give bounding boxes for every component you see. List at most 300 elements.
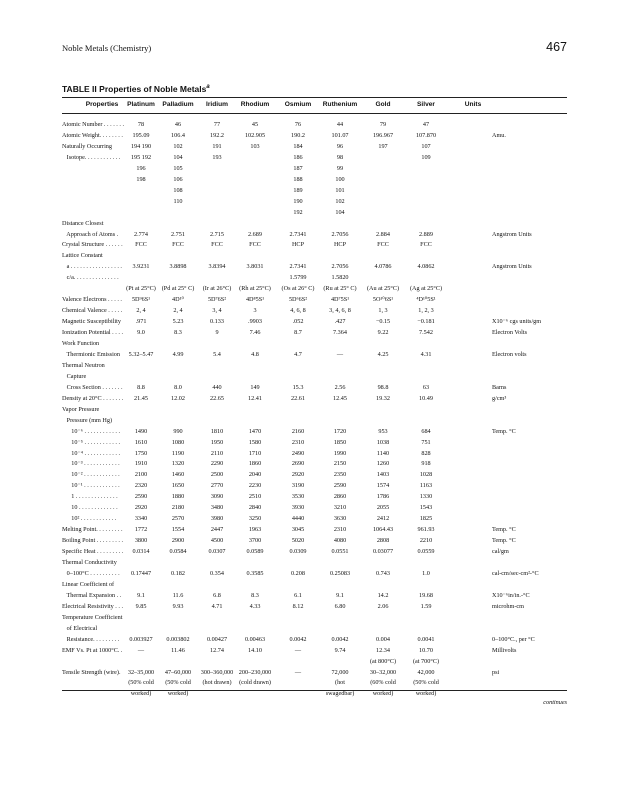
table-cell: 0.00427 bbox=[206, 635, 228, 643]
table-cell: 3930 bbox=[291, 504, 305, 512]
table-cell: 45 bbox=[251, 121, 259, 128]
table-cell: 99 bbox=[336, 164, 344, 172]
table-cell: 3, 4, 6, 8 bbox=[329, 307, 351, 315]
table-cell: swagedbar) bbox=[325, 690, 355, 698]
table-cell: 4D⁸5S¹ bbox=[245, 296, 265, 304]
table-cell: (50% cold bbox=[128, 679, 154, 687]
table-cell: 2412 bbox=[376, 515, 390, 523]
row-label: Thermal Conductivity bbox=[62, 559, 117, 566]
table-cell: HCP bbox=[333, 241, 347, 249]
table-cell: 5D⁶6S² bbox=[288, 296, 308, 304]
table-cell: 751 bbox=[421, 438, 431, 446]
table-cell: 2570 bbox=[171, 515, 185, 523]
table-cell: 2110 bbox=[210, 449, 224, 457]
row-label: Atomic Weight. . . . . . . . bbox=[62, 131, 123, 139]
row-label: Capture bbox=[62, 372, 87, 380]
table-cell: 2770 bbox=[210, 482, 224, 490]
table-cell: 197 bbox=[378, 142, 388, 150]
table-cell: 0.0042 bbox=[289, 635, 307, 643]
table-cell: 2, 4 bbox=[136, 307, 146, 315]
row-label: Magnetic Susceptibility bbox=[62, 318, 121, 326]
column-header: Units bbox=[464, 101, 482, 108]
table-cell: FCC bbox=[172, 241, 184, 249]
column-header: Platinum bbox=[127, 101, 155, 108]
table-cell: 104 bbox=[173, 153, 183, 161]
table-cell: 10.49 bbox=[419, 394, 433, 402]
column-header: Iridium bbox=[206, 101, 228, 108]
table-cell: 3340 bbox=[134, 515, 148, 523]
table-cell: 2590 bbox=[333, 482, 347, 490]
table-cell: 0.03077 bbox=[372, 548, 394, 556]
table-cell: 3530 bbox=[291, 493, 305, 501]
table-cell: 5O¹⁰6S¹ bbox=[372, 296, 394, 304]
table-cell: 2230 bbox=[248, 482, 262, 490]
table-cell: 0.0042 bbox=[331, 635, 349, 643]
table-cell: 7.46 bbox=[249, 329, 261, 337]
table-cell: HCP bbox=[291, 241, 305, 249]
row-label: Ionization Potential . . . . bbox=[62, 329, 124, 337]
table-cell: 12.02 bbox=[171, 394, 185, 402]
table-cell: 12.41 bbox=[248, 394, 262, 402]
table-cell: 42,000 bbox=[417, 668, 435, 676]
unit-cell: microhm-cm bbox=[492, 602, 524, 610]
table-cell: 2.7341 bbox=[289, 230, 307, 238]
table-cell: 918 bbox=[421, 460, 431, 468]
table-cell: 102 bbox=[173, 142, 183, 150]
row-label: EMF Vs. Pt at 1000°C. . bbox=[62, 646, 123, 654]
table-cell: 3, 4 bbox=[212, 307, 222, 315]
table-cell: 10.70 bbox=[419, 646, 433, 654]
table-cell: 3045 bbox=[291, 526, 305, 534]
table-cell: 192.2 bbox=[210, 131, 224, 139]
unit-cell: Electron volts bbox=[492, 350, 527, 358]
table-cell: 2.7056 bbox=[331, 230, 349, 238]
table-cell: 5.23 bbox=[172, 318, 184, 326]
table-cell: 2.884 bbox=[376, 230, 390, 238]
table-cell: 1470 bbox=[248, 427, 262, 435]
row-label: Temperature Coefficient bbox=[62, 613, 123, 621]
table-cell: 2320 bbox=[134, 482, 148, 490]
table-cell: 2350 bbox=[333, 471, 347, 479]
table-cell: 3.8031 bbox=[246, 263, 264, 271]
table-cell: 104 bbox=[335, 208, 345, 216]
table-cell: 4.0786 bbox=[374, 263, 392, 271]
row-label: Naturally Occurring bbox=[62, 142, 112, 150]
column-header: Ruthenium bbox=[322, 101, 358, 108]
row-label: Resistance. . . . . . . . . bbox=[62, 635, 120, 643]
table-cell: 19.32 bbox=[376, 394, 390, 402]
unit-cell: Electron Volts bbox=[492, 329, 528, 337]
table-cell: 4.7 bbox=[294, 350, 302, 358]
table-cell: 1574 bbox=[376, 482, 390, 490]
running-head: Noble Metals (Chemistry) bbox=[62, 43, 152, 53]
unit-cell: psi bbox=[492, 668, 500, 676]
table-cell: 2.715 bbox=[210, 230, 224, 238]
table-cell: 2210 bbox=[419, 537, 433, 545]
table-cell: 189 bbox=[293, 186, 303, 194]
table-cell: 1543 bbox=[419, 504, 433, 512]
table-cell: 4080 bbox=[333, 537, 347, 545]
row-label: 0–100°C . . . . . . . . . . bbox=[62, 569, 120, 577]
column-header: Silver bbox=[417, 101, 435, 108]
table-cell: 1950 bbox=[210, 438, 224, 446]
table-cell: 1.59 bbox=[420, 602, 432, 610]
table-cell: (Ru at 25° C) bbox=[323, 285, 357, 293]
table-cell: (Au at 25°C) bbox=[366, 285, 400, 293]
table-cell: 22.61 bbox=[291, 394, 305, 402]
table-cell: 47–60,000 bbox=[164, 668, 192, 676]
table-cell: 1772 bbox=[134, 526, 148, 534]
unit-cell: Temp. °C bbox=[492, 537, 516, 545]
table-cell: 190.2 bbox=[291, 131, 305, 139]
table-cell: 46 bbox=[174, 121, 182, 128]
unit-cell: Millivolts bbox=[492, 646, 517, 654]
table-cell: 9.1 bbox=[336, 591, 344, 599]
table-cell: (50% cold bbox=[165, 679, 191, 687]
unit-cell: Angstrom Units bbox=[492, 230, 532, 238]
table-cell: 2.06 bbox=[377, 602, 389, 610]
table-cell: 105 bbox=[173, 164, 183, 172]
table-cell: 1.0 bbox=[422, 569, 430, 577]
table-cell: 3 bbox=[253, 307, 257, 315]
unit-cell: Angstrom Units bbox=[492, 263, 532, 271]
table-cell: 7.542 bbox=[419, 329, 433, 337]
table-cell: 0.17447 bbox=[130, 569, 152, 577]
table-cell: (Pt at 25°C) bbox=[126, 285, 156, 293]
table-cell: 107.870 bbox=[415, 131, 437, 139]
table-cell: 1080 bbox=[171, 438, 185, 446]
table-cell: 1786 bbox=[376, 493, 390, 501]
table-cell: 2055 bbox=[376, 504, 390, 512]
table-cell: 2590 bbox=[134, 493, 148, 501]
table-cell: FCC bbox=[211, 241, 223, 249]
table-cell: 7.364 bbox=[333, 329, 347, 337]
table-cell: 192 bbox=[293, 208, 303, 216]
table-cell: 191 bbox=[212, 142, 222, 150]
row-label: 10⁻⁴ . . . . . . . . . . . . bbox=[62, 449, 121, 457]
row-label: Thermal Expansion . . bbox=[62, 591, 122, 599]
table-cell: 953 bbox=[378, 427, 388, 435]
table-cell: 1910 bbox=[134, 460, 148, 468]
row-label: 10⁻¹ . . . . . . . . . . . . bbox=[62, 482, 120, 490]
table-cell: 300–360,000 bbox=[200, 668, 234, 676]
table-cell: 0.00463 bbox=[244, 635, 266, 643]
table-cell: 0.25083 bbox=[329, 569, 351, 577]
table-cell: 2.689 bbox=[248, 230, 262, 238]
unit-cell: Temp. °C bbox=[492, 427, 516, 435]
table-cell: 8.3 bbox=[174, 329, 182, 337]
table-cell: 1260 bbox=[376, 460, 390, 468]
table-cell: 1710 bbox=[248, 449, 262, 457]
table-cell: 200–230,000 bbox=[238, 668, 272, 676]
table-cell: 4, 6, 8 bbox=[290, 307, 306, 315]
row-label: Lattice Constant bbox=[62, 252, 103, 260]
table-cell: 0.003927 bbox=[129, 635, 153, 643]
table-cell: 6.80 bbox=[334, 602, 346, 610]
table-cell: 0.0314 bbox=[132, 548, 150, 556]
table-cell: FCC bbox=[377, 241, 389, 249]
table-cell: 195.09 bbox=[132, 131, 150, 139]
table-cell: 1140 bbox=[376, 449, 390, 457]
table-cell: 8.8 bbox=[137, 383, 145, 391]
table-cell: 3800 bbox=[134, 537, 148, 545]
row-label: Approach of Atoms . bbox=[62, 230, 119, 238]
table-cell: 0.3585 bbox=[246, 569, 264, 577]
table-cell: .9903 bbox=[248, 318, 262, 326]
table-cell: 1860 bbox=[248, 460, 262, 468]
table-cell: 1750 bbox=[134, 449, 148, 457]
table-cell: 1330 bbox=[419, 493, 433, 501]
table-cell: 0.133 bbox=[210, 318, 224, 326]
table-cell: 21.45 bbox=[134, 394, 148, 402]
table-cell: 1810 bbox=[210, 427, 224, 435]
table-cell: (Ag at 25°C) bbox=[409, 285, 443, 293]
table-cell: 0.0041 bbox=[417, 635, 435, 643]
table-cell: 101 bbox=[335, 186, 345, 194]
table-cell: 193 bbox=[212, 153, 222, 161]
row-label: Density at 20°C . . . . . . . bbox=[62, 394, 124, 402]
row-label: c/a. . . . . . . . . . . . . . . bbox=[62, 274, 119, 282]
table-cell: 5D⁷6S² bbox=[207, 296, 227, 304]
table-cell: 1190 bbox=[171, 449, 185, 457]
table-cell: (at 800°C) bbox=[369, 657, 397, 665]
table-cell: 5.32–5.47 bbox=[128, 350, 154, 358]
table-cell: 72,000 bbox=[331, 668, 349, 676]
table-cell: 2490 bbox=[291, 449, 305, 457]
table-cell: 2.751 bbox=[171, 230, 185, 238]
table-cell: 2920 bbox=[291, 471, 305, 479]
table-cell: 102.905 bbox=[244, 131, 266, 139]
table-cell: 1460 bbox=[171, 471, 185, 479]
table-cell: 9.93 bbox=[172, 602, 184, 610]
table-cell: 961.93 bbox=[417, 526, 435, 534]
table-cell: 30–32,000 bbox=[369, 668, 397, 676]
table-cell: 2040 bbox=[248, 471, 262, 479]
table-cell: 3190 bbox=[291, 482, 305, 490]
table-cell: 12.45 bbox=[333, 394, 347, 402]
table-cell: 15.3 bbox=[292, 383, 304, 391]
table-cell: 9.0 bbox=[137, 329, 145, 337]
table-cell: 1554 bbox=[171, 526, 185, 534]
row-label: 10 . . . . . . . . . . . . . bbox=[62, 504, 118, 512]
row-label: 1 . . . . . . . . . . . . . . bbox=[62, 493, 118, 501]
table-cell: 44 bbox=[336, 121, 344, 128]
table-cell: 4.0862 bbox=[417, 263, 435, 271]
table-cell: 8.12 bbox=[292, 602, 304, 610]
table-cell: 108 bbox=[173, 186, 183, 194]
table-cell: 12.74 bbox=[210, 646, 224, 654]
properties-table bbox=[62, 0, 567, 800]
table-cell: 2690 bbox=[291, 460, 305, 468]
table-cell: 6.1 bbox=[294, 591, 302, 599]
column-header: Rhodium bbox=[240, 101, 270, 108]
table-cell: 2500 bbox=[210, 471, 224, 479]
row-label: Cross Section . . . . . . . bbox=[62, 383, 123, 391]
row-label: Pressure (mm Hg) bbox=[62, 416, 113, 424]
table-cell: 77 bbox=[213, 121, 221, 128]
table-cell: 103 bbox=[250, 142, 260, 150]
unit-cell: Barns bbox=[492, 383, 507, 391]
table-cell: 0.0551 bbox=[331, 548, 349, 556]
table-cell: 9.74 bbox=[334, 646, 346, 654]
table-cell: 47 bbox=[422, 121, 430, 128]
table-cell: 32–35,000 bbox=[127, 668, 155, 676]
column-header: Properties bbox=[85, 101, 119, 108]
unit-cell: X10⁻⁶ cgs units/gm bbox=[492, 318, 542, 326]
table-cell: 0.003802 bbox=[166, 635, 190, 643]
table-cell: 196 bbox=[136, 164, 146, 172]
table-cell: 1, 2, 3 bbox=[418, 307, 434, 315]
table-cell: (Pd at 25° C) bbox=[161, 285, 195, 293]
column-header: Osmium bbox=[284, 101, 312, 108]
table-cell: 1028 bbox=[419, 471, 433, 479]
row-label: Tensile Strength (wire). bbox=[62, 668, 121, 676]
table-cell: 0.0584 bbox=[169, 548, 187, 556]
table-cell: 2.889 bbox=[419, 230, 433, 238]
table-cell: (60% cold bbox=[370, 679, 396, 687]
table-cell: 78 bbox=[137, 121, 145, 128]
table-cell: 188 bbox=[293, 175, 303, 183]
table-cell: 3630 bbox=[333, 515, 347, 523]
column-header: Gold bbox=[375, 101, 391, 108]
table-cell: 109 bbox=[421, 153, 431, 161]
row-label: Thermal Neutron bbox=[62, 361, 105, 369]
table-cell: 14.10 bbox=[248, 646, 262, 654]
table-cell: worked) bbox=[167, 690, 189, 698]
table-cell: .427 bbox=[334, 318, 346, 326]
table-cell: 0.208 bbox=[291, 569, 305, 577]
table-cell: 828 bbox=[421, 449, 431, 457]
table-cell: 4D¹⁰ bbox=[172, 296, 184, 304]
table-cell: 3700 bbox=[248, 537, 262, 545]
table-cell: −0.181 bbox=[417, 318, 435, 326]
table-cell: 0.0307 bbox=[208, 548, 226, 556]
row-label: Valence Electrons . . . . . bbox=[62, 296, 122, 304]
table-cell: 3090 bbox=[210, 493, 224, 501]
table-cell: 106 bbox=[173, 175, 183, 183]
row-label: Chemical Valence . . . . . bbox=[62, 307, 123, 315]
table-cell: 2150 bbox=[333, 460, 347, 468]
row-label: 10⁻² . . . . . . . . . . . . bbox=[62, 471, 120, 479]
table-cell: 2.7056 bbox=[331, 263, 349, 271]
row-label: 10⁻³ . . . . . . . . . . . . bbox=[62, 460, 120, 468]
table-cell: 186 bbox=[293, 153, 303, 161]
table-cell: 1963 bbox=[248, 526, 262, 534]
table-cell: 195 192 bbox=[130, 153, 152, 161]
table-cell: 2447 bbox=[210, 526, 224, 534]
table-cell: 11.6 bbox=[172, 591, 184, 599]
table-cell: — bbox=[294, 646, 302, 654]
unit-cell: cal/gm bbox=[492, 548, 509, 556]
table-cell: (Rh at 25°C) bbox=[239, 285, 271, 293]
table-cell: 12.34 bbox=[376, 646, 390, 654]
table-cell: 440 bbox=[212, 383, 222, 391]
continues-note: continues bbox=[543, 699, 567, 706]
table-cell: worked) bbox=[130, 690, 152, 698]
row-label: Atomic Number . . . . . . . bbox=[62, 121, 125, 128]
table-cell: 2510 bbox=[248, 493, 262, 501]
table-cell: (Os at 26° C) bbox=[281, 285, 315, 293]
table-cell: 98.8 bbox=[377, 383, 389, 391]
table-cell: 3980 bbox=[210, 515, 224, 523]
table-cell: 6.8 bbox=[213, 591, 221, 599]
table-cell: −0.15 bbox=[375, 318, 391, 326]
table-cell: 1720 bbox=[333, 427, 347, 435]
table-cell: FCC bbox=[420, 241, 432, 249]
table-cell: 1610 bbox=[134, 438, 148, 446]
table-cell: 3.8394 bbox=[208, 263, 226, 271]
table-cell: 1320 bbox=[171, 460, 185, 468]
unit-cell: g/cm³ bbox=[492, 394, 507, 402]
table-cell: 5.4 bbox=[213, 350, 221, 358]
unit-cell: X10⁻⁶in/in.-°C bbox=[492, 591, 530, 599]
unit-cell: cal-cm/sec-cm²-°C bbox=[492, 569, 539, 577]
table-cell: — bbox=[294, 668, 302, 676]
table-cell: 2160 bbox=[291, 427, 305, 435]
table-cell: FCC bbox=[249, 241, 261, 249]
table-cell: 79 bbox=[379, 121, 387, 128]
table-cell: 1064.43 bbox=[372, 526, 394, 534]
table-cell: 1850 bbox=[333, 438, 347, 446]
table-cell: 101.07 bbox=[331, 131, 349, 139]
table-cell: 3.8898 bbox=[169, 263, 187, 271]
table-cell: worked) bbox=[372, 690, 394, 698]
table-cell: 4440 bbox=[291, 515, 305, 523]
table-cell: 4.99 bbox=[172, 350, 184, 358]
table-cell: 1163 bbox=[419, 482, 433, 490]
column-header: Palladium bbox=[162, 101, 194, 108]
table-cell: 1825 bbox=[419, 515, 433, 523]
table-cell: 187 bbox=[293, 164, 303, 172]
table-cell: 19.68 bbox=[419, 591, 433, 599]
table-cell: 11.46 bbox=[171, 646, 185, 654]
table-cell: 100 bbox=[335, 175, 345, 183]
table-cell: 0.743 bbox=[376, 569, 390, 577]
table-cell: 1403 bbox=[376, 471, 390, 479]
table-cell: 2900 bbox=[171, 537, 185, 545]
table-cell: 2290 bbox=[210, 460, 224, 468]
table-cell: FCC bbox=[135, 241, 147, 249]
table-cell: 3.9231 bbox=[132, 263, 150, 271]
table-cell: 9.22 bbox=[377, 329, 389, 337]
table-cell: 1650 bbox=[171, 482, 185, 490]
table-cell: 1580 bbox=[248, 438, 262, 446]
table-cell: 4.8 bbox=[251, 350, 259, 358]
table-cell: 2.774 bbox=[134, 230, 148, 238]
row-label: Work Function bbox=[62, 340, 100, 347]
table-cell: 1880 bbox=[171, 493, 185, 501]
table-cell: 2.56 bbox=[334, 383, 346, 391]
table-cell: — bbox=[336, 350, 344, 358]
table-cell: (hot bbox=[335, 679, 345, 687]
table-cell: 2920 bbox=[134, 504, 148, 512]
table-cell: 684 bbox=[421, 427, 431, 435]
row-label: Vapor Pressure bbox=[62, 405, 100, 413]
row-label: 10⁻⁵ . . . . . . . . . . . . bbox=[62, 438, 121, 446]
table-cell: 990 bbox=[173, 427, 183, 435]
table-cell: .052 bbox=[292, 318, 304, 326]
unit-cell: 0–100°C., per °C bbox=[492, 635, 535, 643]
table-cell: 9.85 bbox=[135, 602, 147, 610]
table-cell: 1990 bbox=[333, 449, 347, 457]
row-label: Specific Heat . . . . . . . . . bbox=[62, 548, 124, 556]
table-cell: — bbox=[137, 646, 145, 654]
row-label: 10² . . . . . . . . . . . . bbox=[62, 515, 117, 523]
table-cell: .971 bbox=[135, 318, 147, 326]
table-cell: 107 bbox=[421, 142, 431, 150]
table-cell: 5020 bbox=[291, 537, 305, 545]
table-cell: 184 bbox=[293, 142, 303, 150]
